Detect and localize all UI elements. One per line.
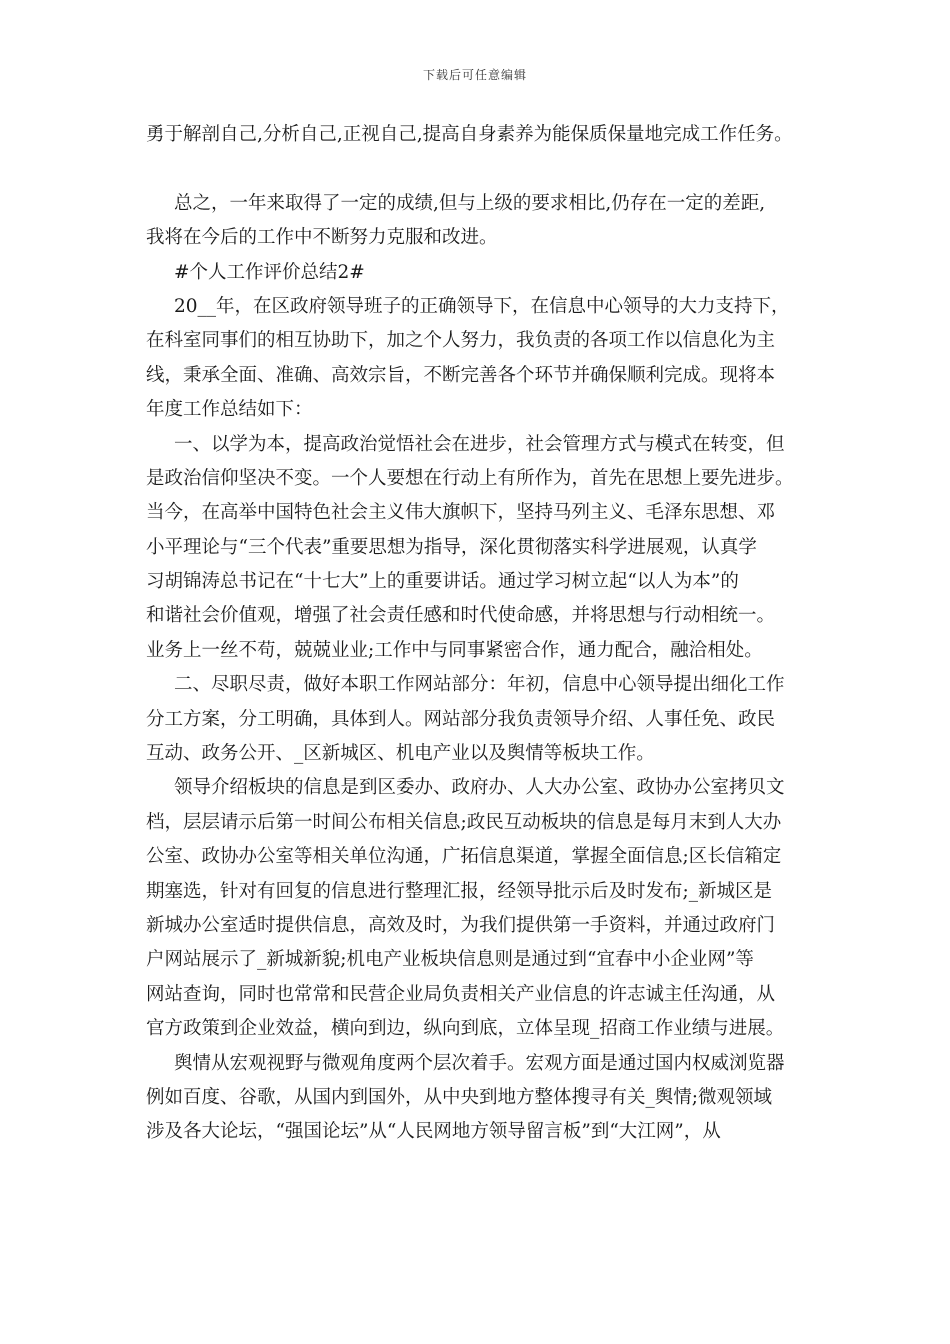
text-line: 是政治信仰坚决不变。一个人要想在行动上有所作为，首先在思想上要先进步。: [146, 467, 794, 489]
text-line: 和谐社会价值观，增强了社会责任感和时代使命感，并将思想与行动相统一。: [146, 605, 776, 627]
text-line: 官方政策到企业效益，横向到边，纵向到底，立体呈现_招商工作业绩与进展。: [146, 1018, 785, 1040]
text-line: 网站查询，同时也常常和民营企业局负责相关产业信息的许志诚主任沟通，从: [146, 983, 776, 1005]
text-line: 例如百度、谷歌，从国内到国外，从中央到地方整体搜寻有关_舆情;微观领域: [146, 1086, 772, 1108]
text-line: 期塞选，针对有回复的信息进行整理汇报，经领导批示后及时发布;_新城区是: [146, 880, 772, 902]
text-line: 领导介绍板块的信息是到区委办、政府办、人大办公室、政协办公室拷贝文: [174, 777, 785, 799]
text-line: 档，层层请示后第一时间公布相关信息;政民互动板块的信息是每月末到人大办: [146, 811, 782, 833]
text-line: 小平理论与“三个代表”重要思想为指导，深化贯彻落实科学进展观，认真学: [146, 536, 757, 558]
text-line: 在科室同事们的相互协助下，加之个人努力，我负责的各项工作以信息化为主: [146, 330, 776, 352]
text-line: 二、尽职尽责，做好本职工作网站部分：年初，信息中心领导提出细化工作: [174, 674, 785, 696]
text-line: 互动、政务公开、_区新城区、机电产业以及舆情等板块工作。: [146, 743, 655, 765]
paragraph-gap: [146, 152, 816, 186]
text-line: 线，秉承全面、准确、高效宗旨，不断完善各个环节并确保顺利完成。现将本: [146, 364, 776, 386]
text-line: 我将在今后的工作中不断努力克服和改进。: [146, 227, 498, 249]
text-line: 分工方案，分工明确，具体到人。网站部分我负责领导介绍、人事任免、政民: [146, 708, 776, 730]
text-line: 新城办公室适时提供信息，高效及时，为我们提供第一手资料，并通过政府门: [146, 914, 776, 936]
text-line: 一、以学为本，提高政治觉悟社会在进步，社会管理方式与模式在转变，但: [174, 433, 785, 455]
text-line: 勇于解剖自己,分析自己,正视自己,提高自身素养为能保质保量地完成工作任务。: [146, 124, 793, 145]
body-text: [146, 118, 816, 1150]
text-line: 20__年，在区政府领导班子的正确领导下，在信息中心领导的大力支持下，: [174, 295, 790, 317]
text-line: 业务上一丝不苟，兢兢业业;工作中与同事紧密合作，通力配合，融洽相处。: [146, 639, 763, 661]
text-line: 总之，一年来取得了一定的成绩,但与上级的要求相比,仍存在一定的差距,: [174, 192, 766, 214]
section-heading: #个人工作评价总结2#: [174, 261, 365, 283]
text-line: 舆情从宏观视野与微观角度两个层次着手。宏观方面是通过国内权威浏览器: [174, 1052, 785, 1074]
text-line: 涉及各大论坛，“强国论坛”从“人民网地方领导留言板”到“大江网”，从: [146, 1121, 721, 1143]
text-line: 公室、政协办公室等相关单位沟通，广拓信息渠道，掌握全面信息;区长信箱定: [146, 846, 782, 868]
header-note: 下载后可任意编辑: [422, 68, 527, 82]
text-line: 年度工作总结如下：: [146, 399, 313, 421]
text-line: 当今，在高举中国特色社会主义伟大旗帜下，坚持马列主义、毛泽东思想、邓: [146, 502, 776, 524]
text-line: 习胡锦涛总书记在“十七大”上的重要讲话。通过学习树立起“以人为本”的: [146, 571, 739, 593]
text-line: 户网站展示了_新城新貌;机电产业板块信息则是通过到“宜春中小企业网”等: [146, 949, 754, 971]
